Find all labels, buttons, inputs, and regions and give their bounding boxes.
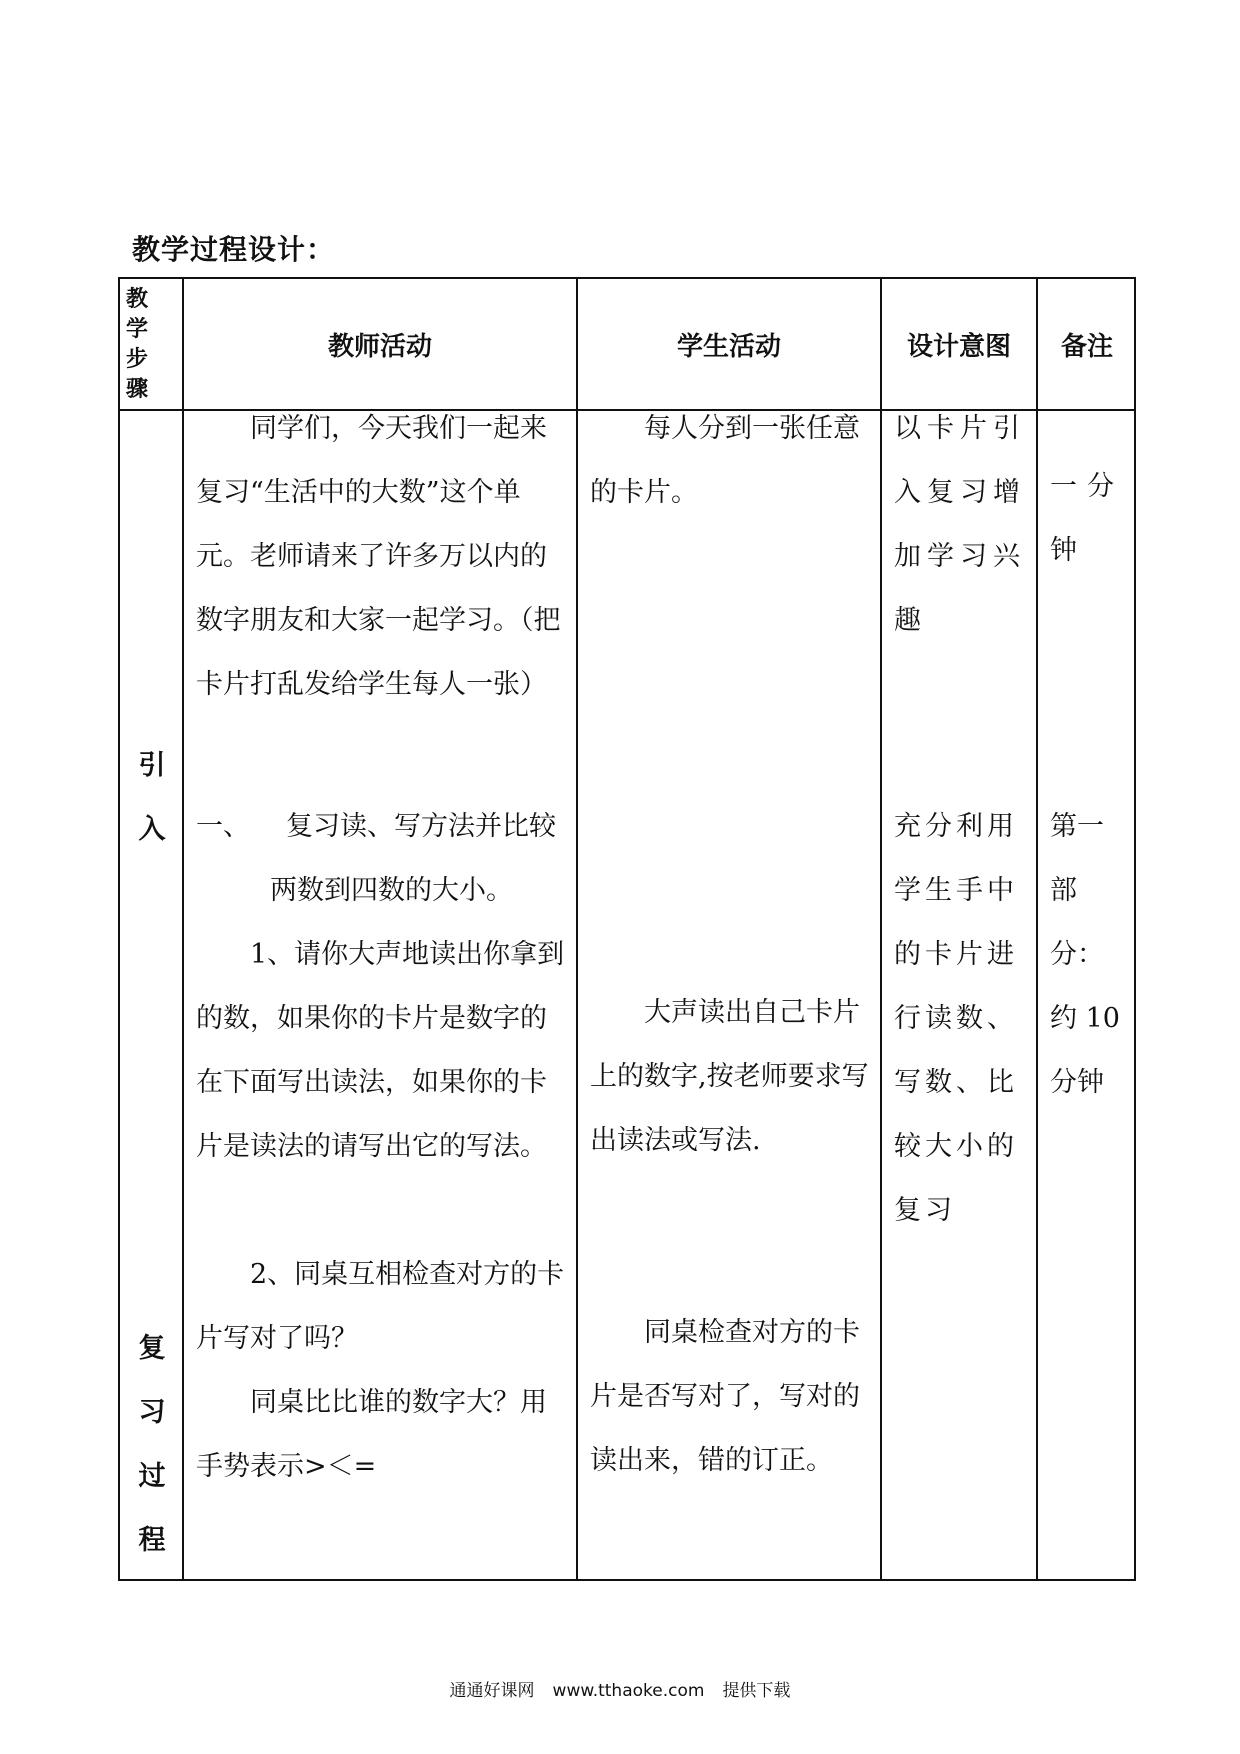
teacher-item-2: 2、同桌互相检查对方的卡片写对了吗？ (196, 1259, 565, 1354)
note-1: 一分钟 (1050, 471, 1124, 566)
section-number: 一、 (196, 811, 250, 842)
col-divider (880, 279, 882, 1579)
footer-site: 通通好课网 (449, 1681, 535, 1701)
intent-1: 以卡片引入复习增加学习兴趣 (894, 413, 1026, 636)
header-student-activity: 学生活动 (676, 331, 781, 362)
header-design-intent: 设计意图 (906, 331, 1011, 362)
header-step: 教 学 步 骤 (126, 287, 149, 402)
teacher-item-1: 1、请你大声地读出你拿到的数，如果你的卡片是数字的在下面写出读法，如果你的卡片是读法的请写出它的写法。 (196, 939, 565, 1162)
note-2: 第一部分：约 10 分钟 (1050, 811, 1120, 1098)
footer-url[interactable]: www.tthaoke.com (552, 1681, 705, 1701)
stage-intro: 引 入 (138, 750, 166, 845)
teacher-intro-text: 同学们，今天我们一起来复习“生活中的大数”这个单元。老师请来了许多万以内的数字朋友和大家一起学习。（把卡片打乱发给学生每人一张） (196, 413, 561, 700)
lesson-table (118, 277, 1136, 1581)
intent-2: 充分利用学生手中的卡片进行读数、写数、比较大小的复习 (894, 811, 1018, 1226)
page-footer (0, 1676, 1240, 1701)
header-notes: 备注 (1060, 331, 1113, 362)
teacher-section-title: 一、 复习读、写方法并比较 两数到四数的大小。 (196, 811, 556, 906)
col-divider (182, 279, 184, 1579)
teacher-item-3: 同桌比比谁的数字大？用手势表示>＜= (196, 1387, 547, 1482)
student-activity-2: 大声读出自己卡片上的数字,按老师要求写出读法或写法. (590, 997, 869, 1156)
student-activity-1: 每人分到一张任意的卡片。 (590, 413, 860, 508)
page-heading: 教学过程设计： (132, 233, 336, 266)
student-activity-3: 同桌检查对方的卡片是否写对了，写对的读出来，错的订正。 (590, 1317, 860, 1476)
footer-suffix: 提供下载 (722, 1681, 791, 1701)
header-teacher-activity: 教师活动 (327, 331, 432, 362)
col-divider (1036, 279, 1038, 1579)
col-divider (576, 279, 578, 1579)
stage-review: 复 习 过 程 (138, 1333, 166, 1556)
